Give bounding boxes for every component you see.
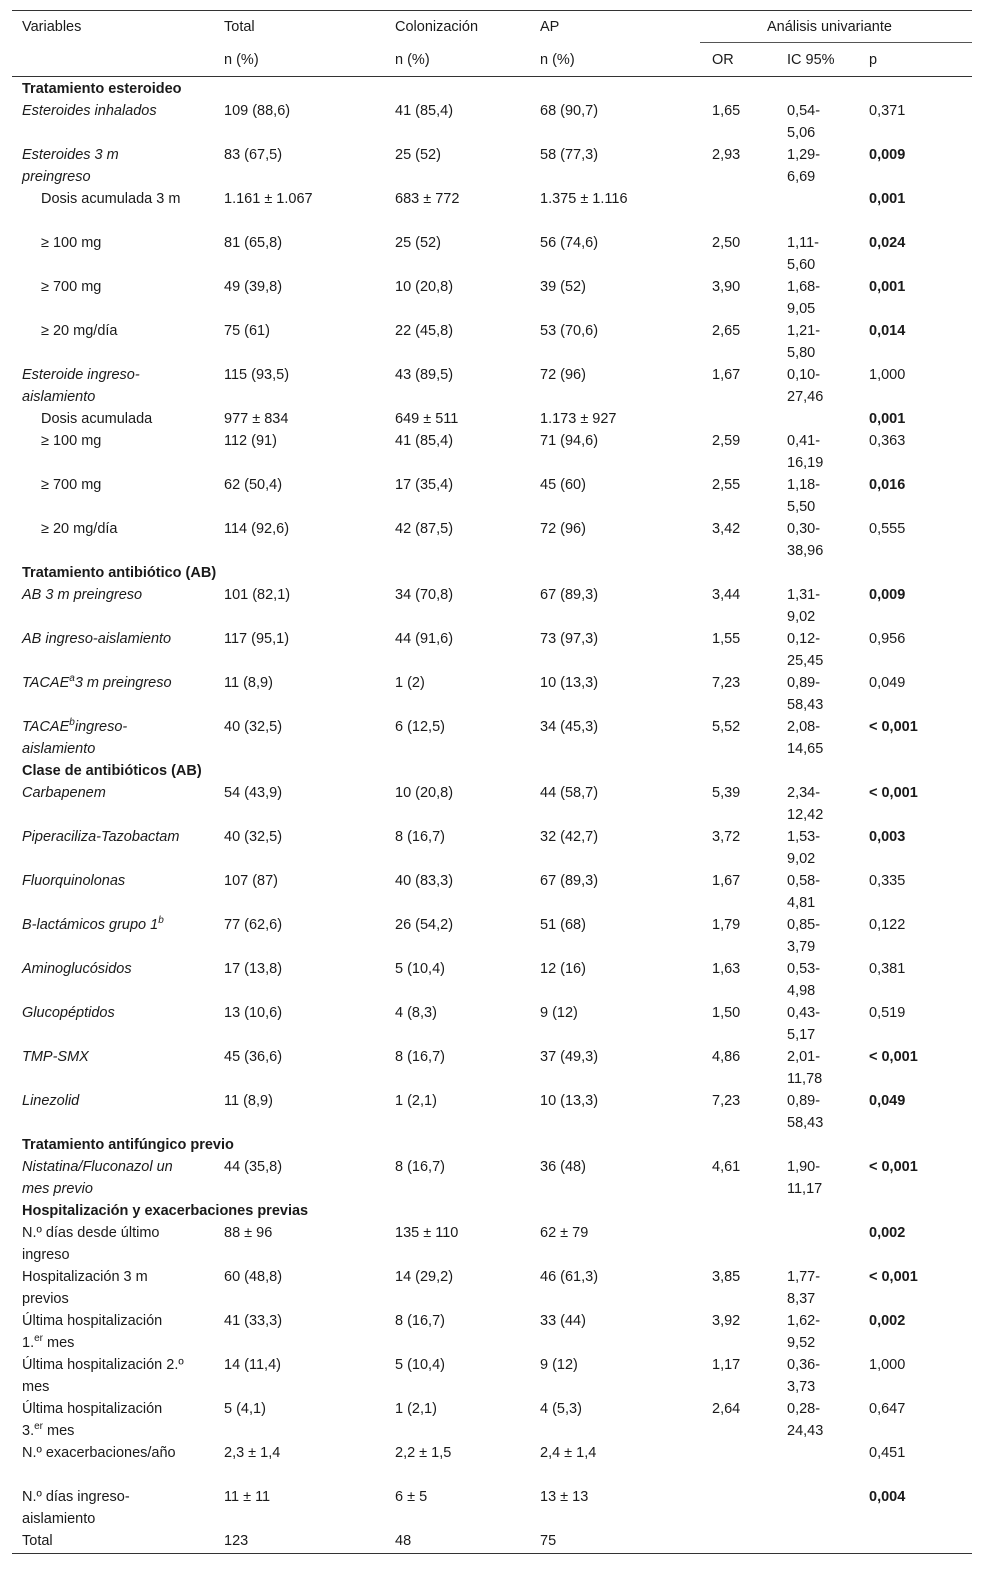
cell-or: 1,50 — [712, 1005, 741, 1021]
section-heading-row — [12, 562, 972, 584]
cell-total: 40 (32,5) — [224, 829, 283, 845]
cell-ic95: 0,85-3,79 — [787, 917, 821, 955]
row-label: Dosis acumulada — [41, 411, 153, 427]
row-label: ≥ 700 mg — [41, 279, 102, 295]
section-heading: Tratamiento antifúngico previo — [22, 1137, 234, 1153]
cell-ap: 39 (52) — [540, 279, 586, 295]
cell-p: 0,451 — [869, 1445, 906, 1461]
cell-p: 0,014 — [869, 323, 906, 339]
cell-p: 0,335 — [869, 873, 906, 889]
cell-colonizacion: 14 (29,2) — [395, 1269, 454, 1285]
cell-colonizacion: 43 (89,5) — [395, 367, 454, 383]
section-heading: Clase de antibióticos (AB) — [22, 763, 202, 779]
cell-colonizacion: 41 (85,4) — [395, 103, 454, 119]
cell-p: 0,003 — [869, 829, 906, 845]
cell-ap: 68 (90,7) — [540, 103, 599, 119]
analisis-underline — [700, 42, 972, 43]
table-row — [12, 914, 972, 958]
table-row — [12, 364, 972, 408]
cell-or: 2,65 — [712, 323, 741, 339]
header-npct-total: n (%) — [224, 52, 259, 68]
cell-colonizacion: 6 (12,5) — [395, 719, 445, 735]
cell-colonizacion: 42 (87,5) — [395, 521, 454, 537]
cell-ic95: 0,36-3,73 — [787, 1357, 821, 1395]
cell-or: 1,67 — [712, 367, 741, 383]
cell-colonizacion: 5 (10,4) — [395, 961, 445, 977]
cell-ic95: 0,54-5,06 — [787, 103, 821, 141]
section-heading-row — [12, 760, 972, 782]
cell-colonizacion: 22 (45,8) — [395, 323, 454, 339]
cell-p: 1,000 — [869, 367, 906, 383]
row-label: N.º exacerbaciones/año — [22, 1445, 176, 1461]
row-label: ≥ 20 mg/día — [41, 521, 118, 537]
cell-p: 0,363 — [869, 433, 906, 449]
table-row — [12, 1090, 972, 1134]
row-label: Nistatina/Fluconazol un mes previo — [22, 1159, 173, 1197]
row-label: ≥ 100 mg — [41, 235, 102, 251]
cell-ap: 1.173 ± 927 — [540, 411, 617, 427]
cell-p: < 0,001 — [869, 785, 918, 801]
cell-ap: 72 (96) — [540, 521, 586, 537]
cell-or: 1,79 — [712, 917, 741, 933]
table-bottom-rule — [12, 1553, 972, 1554]
cell-colonizacion: 8 (16,7) — [395, 1313, 445, 1329]
cell-total: 115 (93,5) — [224, 367, 290, 383]
cell-ap: 13 ± 13 — [540, 1489, 589, 1505]
row-label: Piperaciliza-Tazobactam — [22, 829, 180, 845]
row-label: N.º días ingreso-aislamiento — [22, 1489, 130, 1527]
cell-total: 117 (95,1) — [224, 631, 290, 647]
cell-p: 0,647 — [869, 1401, 906, 1417]
cell-ic95: 1,68-9,05 — [787, 279, 821, 317]
table-row — [12, 144, 972, 188]
cell-ap: 44 (58,7) — [540, 785, 599, 801]
header-ic: IC 95% — [787, 52, 835, 68]
header-bottom-rule — [12, 76, 972, 77]
cell-or: 7,23 — [712, 675, 741, 691]
cell-ap: 1.375 ± 1.116 — [540, 191, 628, 207]
cell-ic95: 1,21-5,80 — [787, 323, 821, 361]
table-row — [12, 672, 972, 716]
cell-or: 1,55 — [712, 631, 741, 647]
cell-total: 11 ± 11 — [224, 1489, 271, 1505]
cell-p: 0,016 — [869, 477, 906, 493]
cell-colonizacion: 41 (85,4) — [395, 433, 454, 449]
table-row — [12, 826, 972, 870]
footnote-marker: er — [34, 1421, 43, 1433]
cell-total: 109 (88,6) — [224, 103, 291, 119]
cell-ap: 37 (49,3) — [540, 1049, 599, 1065]
header-p: p — [869, 52, 878, 68]
row-label: Aminoglucósidos — [22, 961, 132, 977]
cell-total: 60 (48,8) — [224, 1269, 283, 1285]
cell-ic95: 1,31-9,02 — [787, 587, 821, 625]
cell-ap: 75 — [540, 1533, 557, 1549]
cell-total: 81 (65,8) — [224, 235, 283, 251]
cell-colonizacion: 135 ± 110 — [395, 1225, 459, 1241]
cell-or: 5,39 — [712, 785, 741, 801]
cell-colonizacion: 10 (20,8) — [395, 279, 454, 295]
cell-ic95: 1,53-9,02 — [787, 829, 821, 867]
cell-total: 107 (87) — [224, 873, 279, 889]
table-row — [12, 584, 972, 628]
row-label: Glucopéptidos — [22, 1005, 115, 1021]
section-heading-row — [12, 1134, 972, 1156]
cell-total: 112 (91) — [224, 433, 277, 449]
cell-colonizacion: 44 (91,6) — [395, 631, 454, 647]
cell-ap: 33 (44) — [540, 1313, 586, 1329]
cell-p: 0,519 — [869, 1005, 906, 1021]
cell-p: 0,001 — [869, 411, 906, 427]
table-row — [12, 1398, 972, 1442]
row-label: Esteroides inhalados — [22, 103, 157, 119]
cell-colonizacion: 8 (16,7) — [395, 1159, 445, 1175]
table-row — [12, 1046, 972, 1090]
table-row — [12, 1530, 972, 1552]
cell-p: 0,555 — [869, 521, 906, 537]
cell-ap: 46 (61,3) — [540, 1269, 599, 1285]
table-top-rule — [12, 10, 972, 11]
cell-or: 5,52 — [712, 719, 741, 735]
header-npct-ap: n (%) — [540, 52, 575, 68]
footnote-marker: b — [69, 717, 75, 729]
cell-p: 0,049 — [869, 675, 906, 691]
table-row — [12, 1354, 972, 1398]
cell-p: 0,009 — [869, 587, 906, 603]
cell-p: < 0,001 — [869, 719, 918, 735]
cell-or: 1,67 — [712, 873, 741, 889]
cell-total: 88 ± 96 — [224, 1225, 273, 1241]
cell-ic95: 1,62-9,52 — [787, 1313, 821, 1351]
cell-ic95: 0,12-25,45 — [787, 631, 824, 669]
cell-p: 1,000 — [869, 1357, 906, 1373]
cell-ap: 32 (42,7) — [540, 829, 599, 845]
cell-total: 77 (62,6) — [224, 917, 283, 933]
cell-ic95: 0,89-58,43 — [787, 675, 824, 713]
cell-ap: 53 (70,6) — [540, 323, 599, 339]
cell-total: 1.161 ± 1.067 — [224, 191, 313, 207]
table-row — [12, 716, 972, 760]
cell-or: 3,42 — [712, 521, 741, 537]
header-total: Total — [224, 19, 255, 35]
cell-ap: 34 (45,3) — [540, 719, 599, 735]
cell-ic95: 1,29-6,69 — [787, 147, 821, 185]
cell-ap: 12 (16) — [540, 961, 586, 977]
table-row — [12, 628, 972, 672]
section-heading: Tratamiento esteroideo — [22, 81, 182, 97]
cell-ic95: 1,18-5,50 — [787, 477, 821, 515]
cell-colonizacion: 34 (70,8) — [395, 587, 454, 603]
cell-total: 101 (82,1) — [224, 587, 291, 603]
cell-or: 2,50 — [712, 235, 741, 251]
cell-total: 54 (43,9) — [224, 785, 283, 801]
table-row — [12, 408, 972, 430]
cell-ic95: 0,28-24,43 — [787, 1401, 824, 1439]
cell-colonizacion: 1 (2) — [395, 675, 425, 691]
cell-total: 45 (36,6) — [224, 1049, 283, 1065]
section-heading: Tratamiento antibiótico (AB) — [22, 565, 217, 581]
row-label: AB ingreso-aislamiento — [22, 631, 172, 647]
row-label: ≥ 20 mg/día — [41, 323, 118, 339]
row-label: Dosis acumulada 3 m — [41, 191, 181, 207]
cell-or: 3,72 — [712, 829, 741, 845]
cell-ap: 10 (13,3) — [540, 1093, 599, 1109]
cell-or: 3,92 — [712, 1313, 741, 1329]
row-label: TACAE$^a$3 m preingreso — [22, 673, 172, 691]
table-row — [12, 1222, 972, 1266]
cell-total: 123 — [224, 1533, 249, 1549]
cell-total: 41 (33,3) — [224, 1313, 283, 1329]
cell-colonizacion: 8 (16,7) — [395, 829, 445, 845]
cell-ap: 9 (12) — [540, 1357, 578, 1373]
cell-ap: 72 (96) — [540, 367, 586, 383]
cell-ap: 36 (48) — [540, 1159, 586, 1175]
table-row — [12, 782, 972, 826]
section-heading: Hospitalización y exacerbaciones previas — [22, 1203, 309, 1219]
cell-total: 11 (8,9) — [224, 675, 273, 691]
cell-colonizacion: 6 ± 5 — [395, 1489, 428, 1505]
cell-or: 3,85 — [712, 1269, 741, 1285]
cell-ap: 51 (68) — [540, 917, 586, 933]
cell-total: 114 (92,6) — [224, 521, 290, 537]
table-row — [12, 1486, 972, 1530]
cell-ic95: 0,30-38,96 — [787, 521, 824, 559]
cell-total: 14 (11,4) — [224, 1357, 281, 1373]
table-row — [12, 1442, 972, 1486]
cell-p: 0,001 — [869, 191, 906, 207]
table-row — [12, 100, 972, 144]
row-label: ≥ 700 mg — [41, 477, 102, 493]
table-row — [12, 474, 972, 518]
cell-total: 17 (13,8) — [224, 961, 283, 977]
cell-colonizacion: 25 (52) — [395, 235, 441, 251]
footnote-marker: a — [69, 673, 75, 685]
header-variables: Variables — [22, 19, 82, 35]
cell-or: 2,93 — [712, 147, 741, 163]
cell-colonizacion: 40 (83,3) — [395, 873, 454, 889]
cell-or: 1,63 — [712, 961, 741, 977]
section-heading-row — [12, 78, 972, 100]
cell-ap: 62 ± 79 — [540, 1225, 589, 1241]
section-heading-row — [12, 1200, 972, 1222]
cell-p: 0,956 — [869, 631, 906, 647]
cell-ic95: 0,89-58,43 — [787, 1093, 824, 1131]
cell-total: 44 (35,8) — [224, 1159, 283, 1175]
cell-ic95: 0,10-27,46 — [787, 367, 824, 405]
header-npct-col: n (%) — [395, 52, 430, 68]
table-row — [12, 276, 972, 320]
cell-or: 3,44 — [712, 587, 741, 603]
cell-ic95: 0,53-4,98 — [787, 961, 821, 999]
row-label: N.º días desde último ingreso — [22, 1225, 160, 1263]
cell-ic95: 0,41-16,19 — [787, 433, 824, 471]
table-row — [12, 518, 972, 562]
cell-or: 4,86 — [712, 1049, 741, 1065]
cell-ic95: 2,08-14,65 — [787, 719, 824, 757]
row-label: Última hospitalización 1.$^{er}$ mes — [22, 1313, 163, 1351]
cell-ap: 58 (77,3) — [540, 147, 599, 163]
cell-ic95: 1,11-5,60 — [787, 235, 819, 273]
cell-total: 83 (67,5) — [224, 147, 283, 163]
table-row — [12, 1002, 972, 1046]
cell-ic95: 1,77-8,37 — [787, 1269, 821, 1307]
cell-total: 5 (4,1) — [224, 1401, 266, 1417]
cell-ic95: 0,43-5,17 — [787, 1005, 821, 1043]
cell-total: 11 (8,9) — [224, 1093, 273, 1109]
cell-colonizacion: 683 ± 772 — [395, 191, 460, 207]
row-label: Fluorquinolonas — [22, 873, 126, 889]
cell-colonizacion: 17 (35,4) — [395, 477, 454, 493]
cell-total: 75 (61) — [224, 323, 270, 339]
cell-or: 1,17 — [712, 1357, 741, 1373]
table-row — [12, 430, 972, 474]
cell-colonizacion: 649 ± 511 — [395, 411, 459, 427]
cell-p: 0,002 — [869, 1313, 906, 1329]
row-label: B-lactámicos grupo 1$^b$ — [22, 915, 164, 933]
cell-total: 62 (50,4) — [224, 477, 283, 493]
row-label: TMP-SMX — [22, 1049, 89, 1065]
table-row — [12, 870, 972, 914]
table-row — [12, 188, 972, 232]
cell-or: 4,61 — [712, 1159, 741, 1175]
cell-ap: 45 (60) — [540, 477, 586, 493]
cell-ic95: 0,58-4,81 — [787, 873, 821, 911]
cell-ap: 56 (74,6) — [540, 235, 599, 251]
cell-p: < 0,001 — [869, 1049, 918, 1065]
cell-p: 0,004 — [869, 1489, 906, 1505]
cell-p: 0,049 — [869, 1093, 906, 1109]
header-or: OR — [712, 52, 734, 68]
table-row — [12, 1156, 972, 1200]
cell-p: < 0,001 — [869, 1269, 918, 1285]
cell-ap: 73 (97,3) — [540, 631, 599, 647]
cell-or: 7,23 — [712, 1093, 741, 1109]
table-row — [12, 320, 972, 364]
table-row — [12, 958, 972, 1002]
cell-p: 0,122 — [869, 917, 906, 933]
row-label: Carbapenem — [22, 785, 106, 801]
cell-colonizacion: 8 (16,7) — [395, 1049, 445, 1065]
cell-p: 0,002 — [869, 1225, 906, 1241]
cell-colonizacion: 1 (2,1) — [395, 1093, 437, 1109]
cell-colonizacion: 48 — [395, 1533, 412, 1549]
cell-total: 49 (39,8) — [224, 279, 283, 295]
row-label: Última hospitalización 3.$^{er}$ mes — [22, 1401, 163, 1439]
cell-or: 2,59 — [712, 433, 741, 449]
footnote-marker: er — [34, 1333, 43, 1345]
cell-colonizacion: 10 (20,8) — [395, 785, 454, 801]
row-label: ≥ 100 mg — [41, 433, 102, 449]
cell-ic95: 2,34-12,42 — [787, 785, 824, 823]
cell-or: 3,90 — [712, 279, 741, 295]
cell-colonizacion: 25 (52) — [395, 147, 441, 163]
cell-colonizacion: 4 (8,3) — [395, 1005, 437, 1021]
cell-ap: 71 (94,6) — [540, 433, 599, 449]
header-colonizacion: Colonización — [395, 19, 479, 35]
cell-p: 0,371 — [869, 103, 906, 119]
cell-p: < 0,001 — [869, 1159, 918, 1175]
table-row — [12, 232, 972, 276]
cell-total: 13 (10,6) — [224, 1005, 283, 1021]
cell-or: 2,55 — [712, 477, 741, 493]
cell-ap: 10 (13,3) — [540, 675, 599, 691]
row-label: AB 3 m preingreso — [22, 587, 143, 603]
cell-colonizacion: 5 (10,4) — [395, 1357, 445, 1373]
cell-p: 0,009 — [869, 147, 906, 163]
row-label: TACAE$^b$ingreso-aislamiento — [22, 717, 128, 757]
cell-ic95: 2,01-11,78 — [787, 1049, 823, 1087]
row-label: Hospitalización 3 m previos — [22, 1269, 148, 1307]
cell-ap: 9 (12) — [540, 1005, 578, 1021]
header-analisis: Análisis univariante — [767, 19, 892, 35]
cell-or: 2,64 — [712, 1401, 741, 1417]
cell-ap: 67 (89,3) — [540, 873, 599, 889]
header-ap: AP — [540, 19, 560, 35]
row-label: Total — [22, 1533, 53, 1549]
row-label: Esteroide ingreso-aislamiento — [22, 367, 140, 405]
cell-ap: 2,4 ± 1,4 — [540, 1445, 597, 1461]
cell-p: 0,024 — [869, 235, 906, 251]
row-label: Esteroides 3 m preingreso — [22, 147, 119, 185]
row-label: Linezolid — [22, 1093, 80, 1109]
cell-p: 0,381 — [869, 961, 906, 977]
row-label: Última hospitalización 2.º mes — [22, 1357, 184, 1395]
cell-ap: 67 (89,3) — [540, 587, 599, 603]
cell-colonizacion: 2,2 ± 1,5 — [395, 1445, 452, 1461]
cell-colonizacion: 26 (54,2) — [395, 917, 454, 933]
cell-or: 1,65 — [712, 103, 741, 119]
footnote-marker: b — [158, 915, 164, 927]
cell-p: 0,001 — [869, 279, 906, 295]
cell-total: 2,3 ± 1,4 — [224, 1445, 281, 1461]
cell-total: 40 (32,5) — [224, 719, 283, 735]
cell-colonizacion: 1 (2,1) — [395, 1401, 437, 1417]
cell-total: 977 ± 834 — [224, 411, 289, 427]
table-row — [12, 1310, 972, 1354]
cell-ic95: 1,90-11,17 — [787, 1159, 823, 1197]
table-row — [12, 1266, 972, 1310]
cell-ap: 4 (5,3) — [540, 1401, 582, 1417]
